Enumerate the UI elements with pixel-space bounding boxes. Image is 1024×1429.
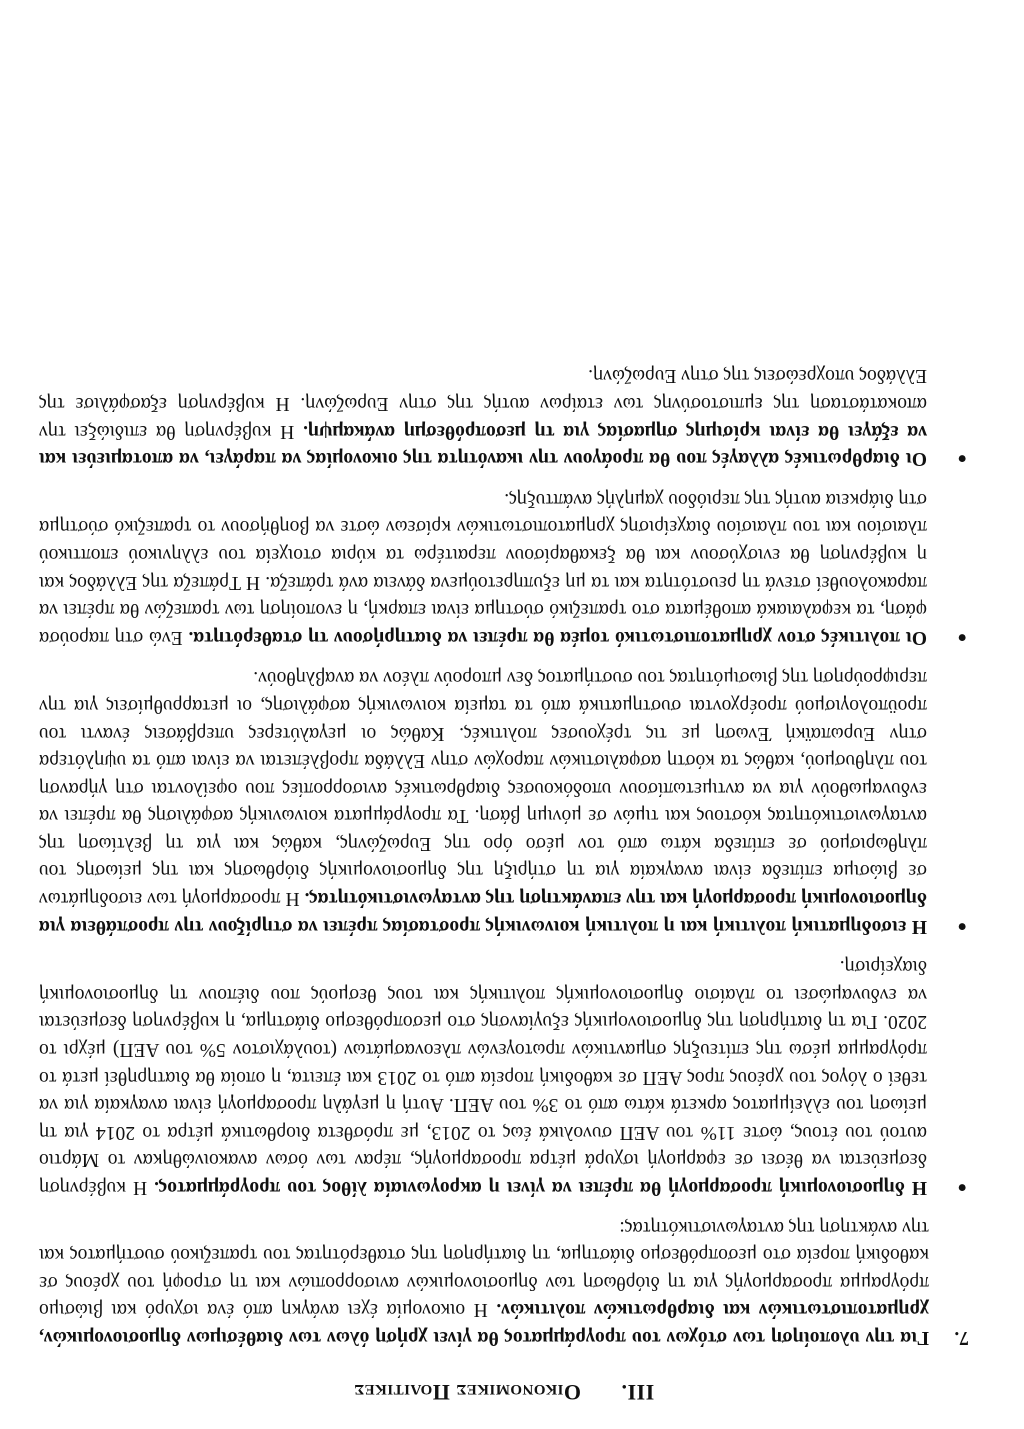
bullet-icon: ● (957, 450, 967, 468)
bullet-text: Η προσαρμογή των εισοδημάτων σε βιώσιμα επίπεδα είναι αναγκαία για τη στήριξη της δημοσιονομικής διόρθωσης και της μείωσης του πληθωρισμού σε επίπεδα κάτω από τον μέσο όρο της Ευρωζώνης, καθώς και για τη βελτίωση της ανταγωνιστικότητας κόστους και τιμών σε μόνιμη βάση. Τα προγράμματα κοινωνικής ασφάλισης θα πρέπει να ενδυναμωθούν για να αντιμετωπίσουν υποδόκουσες διαρθρωτικές ανισορροπίες που οφείλονται στη γήρανση του πληθυσμού, καθώς τα κόστη ασφαλιστικών παροχών στην Ελλάδα προβλέπεται να είναι από τα υψηλότερα στην Ευρωπαϊκή Ένωση με τις τρέχουσες πολιτικές. Καθώς οι μεγαλύτερες υπερβάσεις έναντι του προϋπολογισμού προέρχονται συστηματικά από τα ταμεία κοινωνικής ασφάλισης, οι μεταρρυθμίσεις για την περιφρούρηση της βιωσιμότητας του συστήματος δεν μπορούν πλέον να αναβληθούν. (38, 667, 927, 910)
bullet-item-fiscal (39, 953, 969, 1201)
paragraph-number: 7. (954, 1327, 969, 1348)
section-title: Οικονομικες Πολιτικες (353, 1380, 582, 1405)
paragraph-7 (39, 1213, 969, 1351)
bullet-icon: ● (957, 1179, 967, 1197)
bullet-lead: Η δημοσιονομική προσαρμογή θα πρέπει να γίνει η ακρογωνιαία λίθος του προγράμματος. (154, 1177, 927, 1199)
bullet-body (39, 362, 927, 472)
bullet-lead: Η εισοδηματική πολιτική και η πολιτική κοινωνικής προστασίας πρέπει να στηρίξουν την προσπάθεια για δημοσιονομική προσαρμογή και την επανάκτηση της ανταγωνιστικότητας. (39, 888, 927, 937)
paragraph-lead: Για την υλοποίηση των στόχων του προγράμματος θα γίνει χρήση όλων των διαθέσιμων δημοσιονομικών, χρηματοπιστωτικών και διαρθρωτικών πολιτικών. (39, 1299, 929, 1348)
bullet-text: Η κυβέρνηση δεσμεύεται να θέσει σε εφαρμογή ισχυρά μέτρα προσαρμογής, πέραν των όσων ανακοινώθηκαν το Μάρτιο αυτού του έτους, ώστε 11% του ΑΕΠ συνολικά έως το 2013, με πρόσθετα διορθωτικά μέτρα το 2014 για τη μείωση του ελλείμματος αρκετά κάτω από το 3% του ΑΕΠ. Αυτή η μεγάλη προσαρμογή είναι αναγκαία για να τεθεί ο λόγος του χρέους προς ΑΕΠ σε καθοδική πορεία από το 2013 και έπειτα, η οποία θα διατηρηθεί μετά το πρόγραμμα μέσω της επίτευξης σημαντικών πρωτογενών πλεονασμάτων (τουλάχιστον 5% του ΑΕΠ) μέχρι το 2020. Για τη διατήρηση της δημοσιονομικής εξυγίανσης στο μεσοπρόθεσμο διάστημα, η κυβέρνηση δεσμεύεται να ενδυναμώσει το πλαίσιο δημοσιονομικής πολιτικής και τους θεσμούς που διέπουν τη δημοσιονομική διαχείριση. (39, 956, 927, 1199)
bullet-text: Ενώ στη παρούσα φάση, τα κεφαλαιακά αποθέματα στο τραπεζικό σύστημα είναι επαρκή, η ενοποίηση των τραπεζών θα πρέπει να παρακολουθεί στενά τη ρευστότητα και τα μη εξυπηρετούμενα δάνεια ανά τράπεζα. Η Τράπεζα της Ελλάδος και η κυβέρνηση θα ενισχύσουν και θα ξεκαθαρίσουν περαιτέρω τα κύρια στοιχεία του ελληνικού εποπτικού πλαισίου και του πλαισίου διαχείρισης χρηματοπιστωτικών κρίσεων ώστε να βοηθήσουν το τραπεζικό σύστημα στη διάρκεια αυτής της περιόδου χαμηλής ανάπτυξης. (39, 488, 927, 648)
bullet-lead: Οι πολιτικές στον χρηματοπιστωτικό τομέα θα πρέπει να διατηρήσουν τη σταθερότητα. (188, 626, 927, 648)
bullet-icon: ● (957, 628, 967, 646)
bullet-lead: Οι διαρθρωτικές αλλαγές που θα προάγουν την ικανότητα της οικονομίας να παράγει, να αποταμιεύει και να εξάγει θα είναι κρίσιμης σημασίας για τη μεσοπρόθεσμη ανάκαμψη. (39, 420, 927, 470)
bullet-text: Η κυβέρνηση θα επιδιώξει την αποκατάσταση της εμπιστοσύνης των εταίρων αυτής της στην Ευρωζώνη. Η κυβέρνηση εξασφάλισε της Ελλάδος υποχρεώσεις της στην Ευρωζώνη. (38, 365, 927, 442)
section-number: III. (621, 1380, 655, 1405)
section-heading (39, 1379, 969, 1405)
bullet-body (39, 485, 927, 651)
bullet-item-structural (39, 362, 969, 472)
bullet-icon: ● (957, 917, 967, 935)
paragraph-body (39, 1213, 929, 1351)
paragraph-text: Η οικονομία έχει ανάγκη από ένα ισχυρό και βιώσιμο πρόγραμμα προσαρμογής για τη διόρθωση των δημοσιονομικών ανισορροπιών και τη στροφή του χρέους σε καθοδική πορεία στο μεσοπρόθεσμο διάστημα, τη διατήρηση της σταθερότητας του τραπεζικού συστήματος και την ανάκτηση της ανταγωνιστικότητας: (38, 1216, 929, 1321)
page-content (39, 349, 969, 1411)
bullet-item-income-policy (39, 664, 969, 940)
bullet-body (39, 953, 927, 1201)
bullet-item-financial-sector (39, 485, 969, 651)
bullet-body (39, 664, 927, 940)
bullet-list (39, 362, 969, 1201)
